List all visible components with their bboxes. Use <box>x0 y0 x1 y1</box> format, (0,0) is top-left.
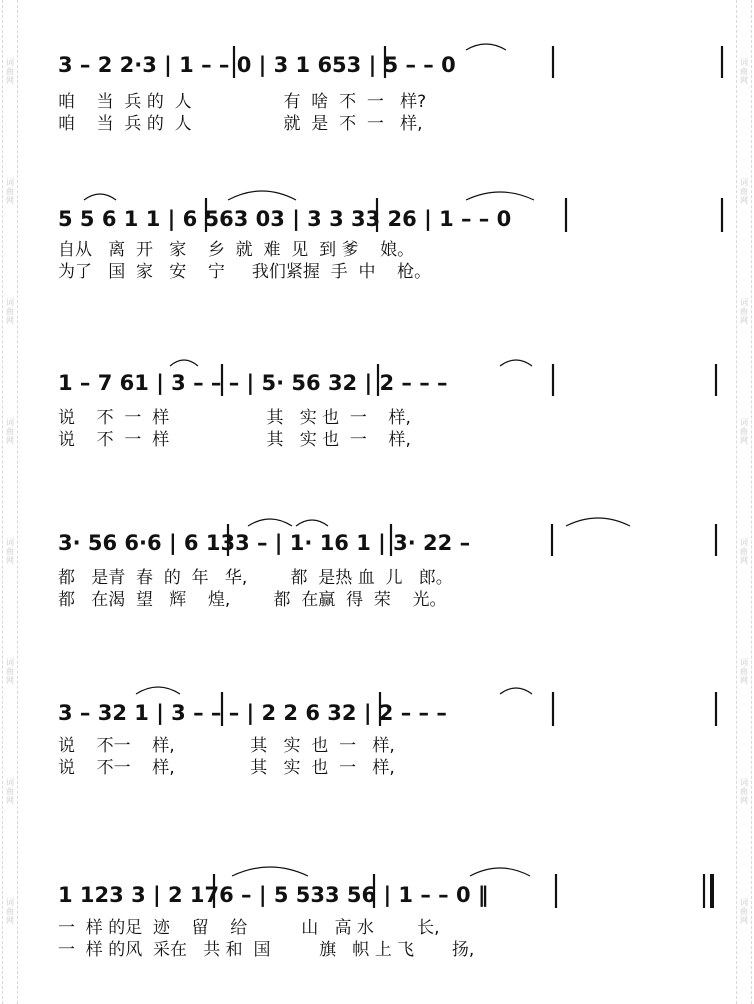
watermark-text: 词曲网 <box>6 898 14 925</box>
score-system-5 <box>0 672 754 782</box>
watermark-text: 词曲网 <box>6 58 14 85</box>
notation-text: 3 – 32 1 | 3 – – – | 2 2 6 32 | 2 – – – <box>58 701 447 725</box>
notation-text: 3· 56 6·6 | 6 133 – | 1· 16 1 | 3· 22 – <box>58 531 471 555</box>
score-system-2 <box>0 176 754 286</box>
notation-text: 1 123 3 | 2 176 – | 5 533 56 | 1 – – 0 ‖ <box>58 883 489 907</box>
lyric-verse-2: 为了 国 家 安 宁 我们紧握 手 中 枪。 <box>58 262 432 282</box>
watermark-text: 词曲网 <box>740 418 748 445</box>
score-system-3 <box>0 344 754 454</box>
lyric-verse-1: 自从 离 开 家 乡 就 难 见 到 爹 娘。 <box>58 240 415 260</box>
lyric-verse-1: 都 是青 春 的 年 华, 都 是热 血 儿 郎。 <box>58 568 453 588</box>
watermark-text: 词曲网 <box>6 298 14 325</box>
notation-line-1 <box>0 28 754 84</box>
lyric-verse-2: 说 不一 样, 其 实 也 一 样, <box>58 758 395 778</box>
watermark-text: 词曲网 <box>740 58 748 85</box>
watermark-text: 词曲网 <box>740 778 748 805</box>
notation-text: 5 5 6 1 1 | 6 563 03 | 3 3 33 26 | 1 – – 0 <box>58 207 512 231</box>
watermark-text: 词曲网 <box>6 418 14 445</box>
score-system-1 <box>0 28 754 138</box>
notation-line-3 <box>0 344 754 400</box>
notation-line-2 <box>0 176 754 232</box>
lyric-verse-2: 都 在渴 望 辉 煌, 都 在赢 得 荣 光。 <box>58 590 447 610</box>
watermark-text: 词曲网 <box>740 898 748 925</box>
lyric-verse-2: 说 不 一 样 其 实 也 一 样, <box>58 430 411 450</box>
notation-text: 3 – 2 2·3 | 1 – – 0 | 3 1 653 | 5 – – 0 <box>58 53 456 77</box>
lyric-verse-1: 咱 当 兵 的 人 有 啥 不 一 样? <box>58 92 427 112</box>
notation-line-6 <box>0 854 754 910</box>
watermark-text: 词曲网 <box>6 658 14 685</box>
watermark-text: 词曲网 <box>740 178 748 205</box>
watermark-text: 词曲网 <box>6 778 14 805</box>
watermark-text: 词曲网 <box>740 538 748 565</box>
watermark-text: 词曲网 <box>6 538 14 565</box>
lyric-verse-1: 一 样 的足 迹 留 给 山 高 水 长, <box>58 918 440 938</box>
score-system-4 <box>0 504 754 614</box>
lyric-verse-1: 说 不 一 样 其 实 也 一 样, <box>58 408 411 428</box>
watermark-text: 词曲网 <box>740 658 748 685</box>
notation-line-4 <box>0 504 754 560</box>
notation-text: 1 – 7 61 | 3 – – – | 5· 56 32 | 2 – – – <box>58 371 448 395</box>
lyric-verse-2: 咱 当 兵 的 人 就 是 不 一 样, <box>58 114 423 134</box>
lyric-verse-1: 说 不一 样, 其 实 也 一 样, <box>58 736 395 756</box>
watermark-text: 词曲网 <box>740 298 748 325</box>
lyric-verse-2: 一 样 的风 采在 共 和 国 旗 帜 上 飞 扬, <box>58 940 475 960</box>
watermark-text: 词曲网 <box>6 178 14 205</box>
notation-line-5 <box>0 672 754 728</box>
score-system-6 <box>0 854 754 964</box>
